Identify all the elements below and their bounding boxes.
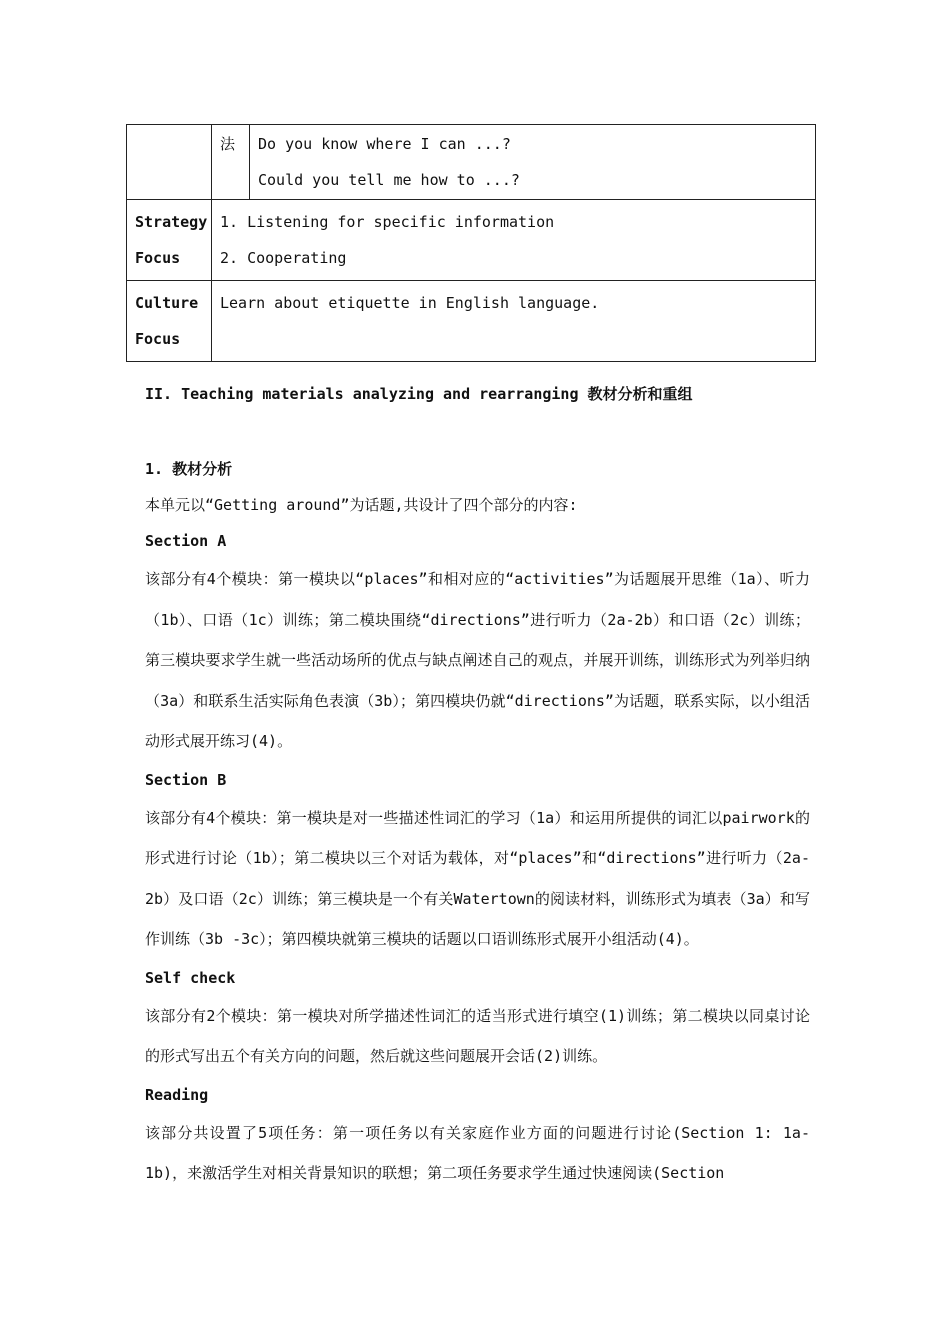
section-b-title: Section B bbox=[145, 770, 227, 789]
content-line: Learn about etiquette in English language. bbox=[220, 294, 600, 312]
reading-title: Reading bbox=[145, 1085, 209, 1104]
row-content-cell bbox=[250, 125, 816, 200]
document-body bbox=[145, 374, 810, 1194]
sub-heading: 1. 教材分析 bbox=[145, 460, 233, 478]
section-a-title: Section A bbox=[145, 532, 227, 550]
section-heading: II. Teaching materials analyzing and rearranging 教材分析和重组 bbox=[145, 385, 693, 403]
row-content-cell bbox=[212, 281, 816, 362]
section-b-text: 该部分有4个模块：第一模块是对一些描述性词汇的学习（1a）和运用所提供的词汇以pairwork的形式进行讨论（1b）；第二模块以三个对话为载体，对“places”和“directions”进行听力（2a-2b）及口语（2c）训练；第三模块是一个有关Watertown的阅读材料，训练形式为填表（3a）和写作训练（3b -3c）；第四模块就第三模块的话题以口语训练形式展开小组活动(4)。 bbox=[145, 808, 810, 948]
objectives-table bbox=[126, 124, 816, 362]
row-label: Strategy bbox=[135, 213, 208, 231]
self-check-title: Self check bbox=[145, 968, 236, 987]
table-row bbox=[127, 281, 816, 362]
sub-label: 法 bbox=[220, 135, 236, 153]
content-line: Could you tell me how to ...? bbox=[258, 171, 520, 189]
reading-text: 该部分共设置了5项任务：第一项任务以有关家庭作业方面的问题进行讨论(Section 1: 1a-1b)，来激活学生对相关背景知识的联想；第二项任务要求学生通过快速阅读(Section bbox=[145, 1123, 810, 1182]
row-label: Culture bbox=[135, 294, 199, 312]
row-label-cell bbox=[127, 200, 212, 281]
intro-paragraph: 本单元以“Getting around”为话题,共设计了四个部分的内容: bbox=[145, 496, 578, 514]
table-row bbox=[127, 200, 816, 281]
row-label-cell bbox=[127, 281, 212, 362]
row-label: Focus bbox=[135, 249, 181, 267]
row-sub-cell bbox=[212, 125, 250, 200]
self-check-text: 该部分有2个模块：第一模块对所学描述性词汇的适当形式进行填空(1)训练；第二模块以同桌讨论的形式写出五个有关方向的问题，然后就这些问题展开会话(2)训练。 bbox=[145, 1006, 810, 1065]
table-row bbox=[127, 125, 816, 200]
section-a-text: 该部分有4个模块：第一模块以“places”和相对应的“activities”为话题展开思维（1a）、听力（1b）、口语（1c）训练；第二模块围绕“directions”进行听力（2a-2b）和口语（2c）训练；第三模块要求学生就一些活动场所的优点与缺点阐述自己的观点，并展开训练，训练形式为列举归纳（3a）和联系生活实际角色表演（3b）；第四模块仍就“directions”为话题，联系实际，以小组活动形式展开练习(4)。 bbox=[145, 570, 810, 750]
row-label: Focus bbox=[135, 330, 181, 348]
row-content-cell bbox=[212, 200, 816, 281]
row-label-cell bbox=[127, 125, 212, 200]
content-line: 2. Cooperating bbox=[220, 249, 347, 267]
content-line: 1. Listening for specific information bbox=[220, 213, 555, 231]
content-line: Do you know where I can ...? bbox=[258, 135, 511, 153]
